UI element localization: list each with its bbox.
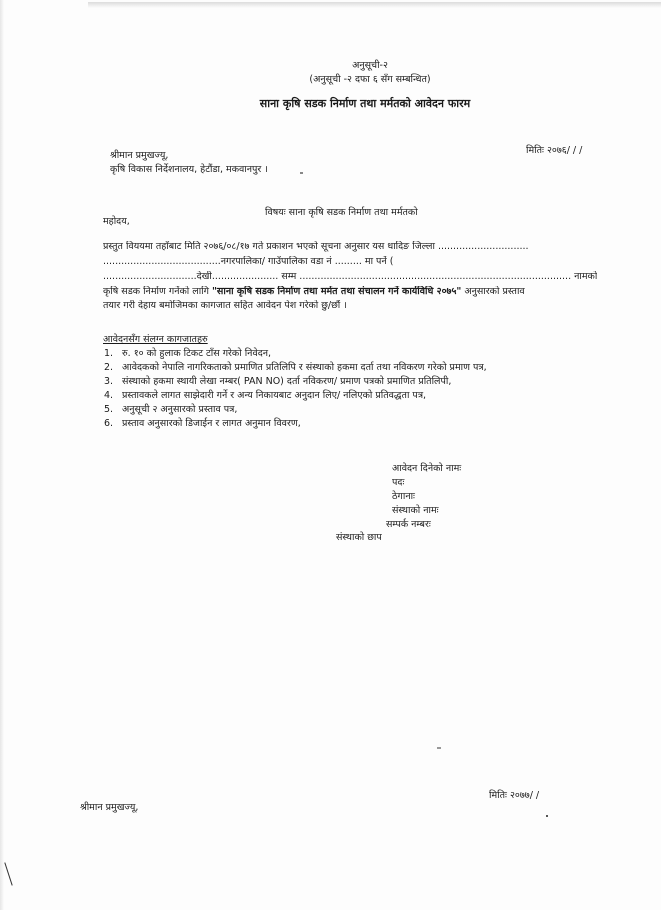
attachment-number: 1. xyxy=(104,348,114,359)
attachment-item-5 xyxy=(104,404,237,416)
applicant-address-label: ठेगानाः xyxy=(392,491,415,502)
body-line-4-pre: कृषि सडक निर्माण गर्नेको लागि xyxy=(103,286,212,297)
body-line-2: .......................................नगरपालिका/ गाउँपालिका वडा नं ......... मा पर्ने ( xyxy=(103,256,394,267)
page-top-shadow xyxy=(88,2,661,8)
greeting: महोदय, xyxy=(103,216,130,227)
addressee-office: कृषि विकास निर्देशनालय, हेटौंडा, मकवानपुर । xyxy=(110,164,268,175)
date-field-top: मितिः २०७६/ / / xyxy=(526,145,583,156)
scan-speck xyxy=(300,172,303,174)
attachment-number: 2. xyxy=(104,362,114,373)
organization-name-label: संस्थाको नामः xyxy=(392,505,439,516)
attachment-number: 5. xyxy=(104,404,114,415)
body-line-4 xyxy=(103,286,597,298)
attachment-item-1 xyxy=(104,348,271,360)
attachment-text: संस्थाको हकमा स्थायी लेखा नम्बर( PAN NO) दर्ता नविकरण/ प्रमाण पत्रको प्रमाणित प्रतिलिपी, xyxy=(122,376,452,387)
body-line-5: तयार गरी देहाय बमोजिमका कागजात सहित आवेदन पेश गरेको छु/छौं । xyxy=(103,300,347,311)
attachment-number: 6. xyxy=(104,418,114,429)
attachment-number: 4. xyxy=(104,390,114,401)
addressee-salutation: श्रीमान प्रमुखज्यू, xyxy=(110,150,169,161)
attachment-text: आवेदकको नेपालि नागरिकताको प्रमाणित प्रतिलिपि र संस्थाको हकमा दर्ता तथा नविकरण गरेको प्रमाण पत्र, xyxy=(122,362,487,373)
applicant-position-label: पदः xyxy=(392,477,405,488)
body-line-4-post: अनुसारको प्रस्ताव xyxy=(461,286,525,297)
body-line-3: ...............................देखी...................... सम्म .......................................................................................... नामको xyxy=(103,271,597,282)
contact-number-label: सम्पर्क नम्बरः xyxy=(386,519,431,530)
attachment-text: रु. १० को हुलाक टिकट टाँस गरेको निवेदन, xyxy=(122,348,272,359)
attachments-heading: आवेदनसँग संलग्न कागजातहरु xyxy=(103,334,208,345)
schedule-reference: (अनुसूची -२ दफा ६ सँग सम्बन्धित) xyxy=(309,74,431,85)
attachment-text: प्रस्ताव अनुसारको डिजाईन र लागत अनुमान विवरण, xyxy=(122,418,301,429)
scan-speck xyxy=(546,815,548,817)
attachment-item-3 xyxy=(104,376,451,388)
attachment-item-4 xyxy=(104,390,426,402)
page-left-shadow xyxy=(0,0,4,910)
subject-line: विषयः साना कृषि सडक निर्माण तथा मर्मतको xyxy=(265,207,418,218)
next-page-salutation: श्रीमान प्रमुखज्यू, xyxy=(80,802,139,813)
form-title: साना कृषि सडक निर्माण तथा मर्मतको आवेदन फारम xyxy=(259,97,471,110)
scan-speck xyxy=(437,747,441,749)
applicant-name-label: आवेदन दिनेको नामः xyxy=(392,463,462,474)
procedure-name: "साना कृषि सडक निर्माण तथा मर्मत तथा संचालन गर्ने कार्यविधि २०७५" xyxy=(211,286,462,297)
attachment-text: प्रस्तावकले लागत साझेदारी गर्ने र अन्य निकायबाट अनुदान लिए/ नलिएको प्रतिवद्धता पत्र, xyxy=(122,390,427,401)
body-line-1: प्रस्तुत विययमा तहाँबाट मिति २०७६/०८/१७ गते प्रकाशन भएको सूचना अनुसार यस धादिङ जिल्ला .............................. xyxy=(103,241,529,252)
schedule-label: अनुसूची-२ xyxy=(352,60,388,71)
attachment-text: अनुसूची २ अनुसारको प्रस्ताव पत्र, xyxy=(122,404,238,415)
date-field-bottom: मितिः २०७७/ / xyxy=(489,790,540,801)
attachment-item-6 xyxy=(104,418,301,430)
scan-line-mark xyxy=(4,862,12,885)
attachment-number: 3. xyxy=(104,376,114,387)
organization-seal-label: संस्थाको छाप xyxy=(336,532,382,543)
attachment-item-2 xyxy=(104,362,487,374)
